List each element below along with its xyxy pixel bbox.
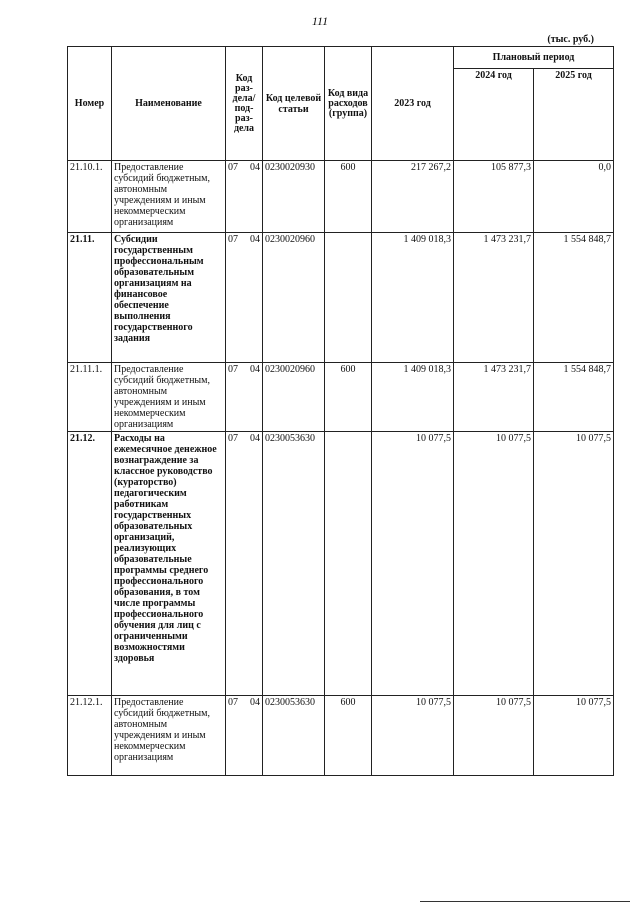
row-subsection: 04 xyxy=(250,234,260,245)
header-expense-type-code: Код вида расходов (группа) xyxy=(325,47,372,161)
table-row xyxy=(68,696,614,776)
row-section-code xyxy=(226,432,263,696)
row-value-2023: 1 409 018,3 xyxy=(372,363,454,432)
table-row xyxy=(68,161,614,233)
row-expense-type-code xyxy=(325,432,372,696)
table-row xyxy=(68,432,614,696)
row-target-code: 0230053630 xyxy=(263,432,325,696)
header-section-code: Код раз-дела/ под-раз-дела xyxy=(226,47,263,161)
row-number: 21.12.1. xyxy=(68,696,112,776)
header-2025: 2025 год xyxy=(534,69,614,161)
row-number: 21.11.1. xyxy=(68,363,112,432)
row-section-code xyxy=(226,233,263,363)
row-expense-type-code xyxy=(325,233,372,363)
row-expense-type-code: 600 xyxy=(325,161,372,233)
row-expense-type-code: 600 xyxy=(325,696,372,776)
header-planned-period: Плановый период xyxy=(454,47,614,69)
row-target-code: 0230020930 xyxy=(263,161,325,233)
row-value-2023: 217 267,2 xyxy=(372,161,454,233)
row-subsection: 04 xyxy=(250,433,260,444)
row-expense-type-code: 600 xyxy=(325,363,372,432)
row-name: Предоставление субсидий бюджетным, автономным учреждениям и иным некоммерческим организациям xyxy=(112,696,226,776)
row-value-2024: 105 877,3 xyxy=(454,161,534,233)
row-subsection: 04 xyxy=(250,162,260,173)
row-value-2024: 10 077,5 xyxy=(454,432,534,696)
row-section-code xyxy=(226,696,263,776)
row-value-2024: 1 473 231,7 xyxy=(454,233,534,363)
row-value-2025: 1 554 848,7 xyxy=(534,363,614,432)
header-2024: 2024 год xyxy=(454,69,534,161)
row-value-2024: 1 473 231,7 xyxy=(454,363,534,432)
row-name: Субсидии государственным профессиональным образовательным организациям на финансовое обеспечение выполнения государственного задания xyxy=(112,233,226,363)
budget-table xyxy=(67,46,614,776)
row-number: 21.10.1. xyxy=(68,161,112,233)
row-section: 07 xyxy=(228,364,238,375)
row-section: 07 xyxy=(228,234,238,245)
header-name: Наименование xyxy=(112,47,226,161)
row-subsection: 04 xyxy=(250,364,260,375)
row-value-2025: 0,0 xyxy=(534,161,614,233)
row-value-2023: 1 409 018,3 xyxy=(372,233,454,363)
header-2023: 2023 год xyxy=(372,47,454,161)
row-value-2025: 10 077,5 xyxy=(534,696,614,776)
header-number: Номер xyxy=(68,47,112,161)
row-target-code: 0230053630 xyxy=(263,696,325,776)
row-value-2025: 10 077,5 xyxy=(534,432,614,696)
row-section-code xyxy=(226,161,263,233)
row-value-2025: 1 554 848,7 xyxy=(534,233,614,363)
row-name: Расходы на ежемесячное денежное вознаграждение за классное руководство (кураторство) педагогическим работникам государственных образовательных организаций, реализующих образовательные программы среднего профессионального образования, в том числе программы профессионального обучения для лиц с ограниченными возможностями здоровья xyxy=(112,432,226,696)
row-section: 07 xyxy=(228,433,238,444)
row-section: 07 xyxy=(228,697,238,708)
table-row xyxy=(68,233,614,363)
row-name: Предоставление субсидий бюджетным, автономным учреждениям и иным некоммерческим организациям xyxy=(112,161,226,233)
row-target-code: 0230020960 xyxy=(263,363,325,432)
header-target-code: Код целевой статьи xyxy=(263,47,325,161)
row-number: 21.12. xyxy=(68,432,112,696)
row-number: 21.11. xyxy=(68,233,112,363)
row-target-code: 0230020960 xyxy=(263,233,325,363)
row-section-code xyxy=(226,363,263,432)
footer-rule xyxy=(420,901,630,902)
row-section: 07 xyxy=(228,162,238,173)
row-subsection: 04 xyxy=(250,697,260,708)
row-name: Предоставление субсидий бюджетным, автономным учреждениям и иным некоммерческим организациям xyxy=(112,363,226,432)
table-row xyxy=(68,363,614,432)
row-value-2023: 10 077,5 xyxy=(372,432,454,696)
row-value-2023: 10 077,5 xyxy=(372,696,454,776)
units-label: (тыс. руб.) xyxy=(547,34,594,45)
page-number: 111 xyxy=(311,14,329,28)
row-value-2024: 10 077,5 xyxy=(454,696,534,776)
